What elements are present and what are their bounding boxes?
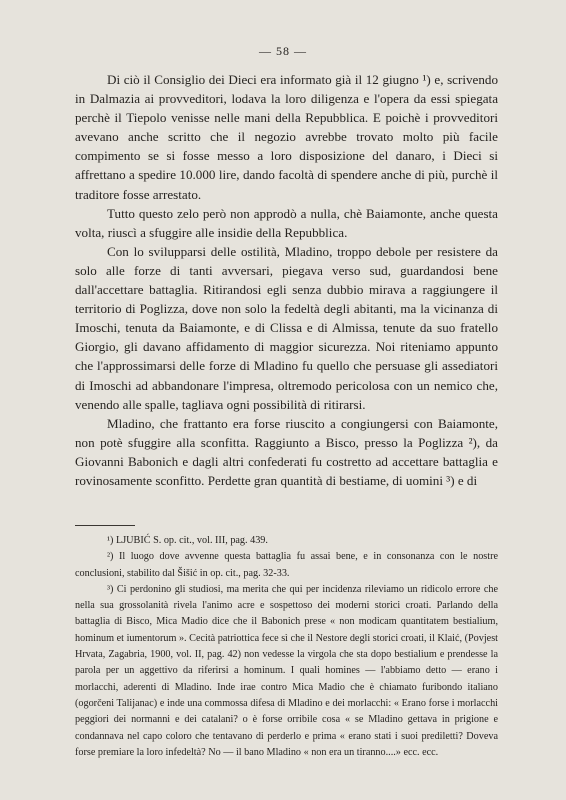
footnote-divider <box>75 525 135 526</box>
footnote: ²) Il luogo dove avvenne questa battaglia fu assai bene, e in consonanza con le nostre conclusioni, stabilito dal Šišić in op. cit., pag. 32-33. <box>75 551 498 579</box>
footnote: ³) Ci perdonino gli studiosi, ma merita che qui per incidenza rileviamo un ridicolo errore che nella sua grossolanità rivela l'animo acre e sospettoso dei moderni storici croati. Parlando della battaglia di Bisco, Mica Madio dice che il Babonich prese « non modicam quantitatem bestialium, hominum et iumentorum ». Cecità patriottica fece sì che il Nestore degli storici croati, il Klaić, (Povjest Hrvata, Zagabria, 1900, vol. II, pag. 42) non vedesse la virgola che sta dopo bestialium e prendesse la parola per un aggettivo da riferirsi a hominum. I quali homines — l'abbiamo detto — erano i morlacchi, aderenti di Mladino. Inde irae contro Mica Madio che è chiamato furibondo italiano (ogorčeni Talijanac) e inde una commossa difesa di Mladino e dei morlacchi: « Erano forse i morlacchi peggiori dei normanni e dei catalani? o è forse orribile cosa « se Mladino gettava in prigione e condannava nel capo coloro che tentavano di perderlo e prima « erano stati i suoi prediletti? Doveva forse premiare la loro infedeltà? No — il bano Mladino « non era un tiranno....» ecc. ecc. <box>75 583 498 758</box>
page-number: — 58 — <box>259 44 307 58</box>
main-text <box>75 70 498 490</box>
footnote: ¹) LJUBIĆ S. op. cit., vol. III, pag. 439. <box>107 535 268 546</box>
footnotes <box>75 533 498 761</box>
paragraph: Di ciò il Consiglio dei Dieci era informato già il 12 giugno ¹) e, scrivendo in Dalmazia ai provveditori, lodava la loro diligenza e l'opera da essi spiegata perchè il Tiepolo venisse nelle mani della Repubblica. E poichè i provveditori avevano anche scritto che il negozio avrebbe trovato molto più facile compimento se si fosse messo a loro disposizione del danaro, i Dieci si affrettano a spedire 10.000 lire, dando facoltà di spendere anche di più, purchè il traditore fosse arrestato. <box>75 72 498 202</box>
paragraph: Con lo svilupparsi delle ostilità, Mladino, troppo debole per resistere da solo alle forze di tanti avversari, piegava verso sud, guardandosi bene dall'accettare battaglia. Ritirandosi egli senza dubbio mirava a raggiungere il territorio di Poglizza, dove non solo la fedeltà degli abitanti, ma la vicinanza di Imoschi, tenuta da Baiamonte, e di Clissa e di Almissa, tenute da suo fratello Giorgio, gli davano affidamento di maggior sicurezza. Noi riteniamo appunto che l'approssimarsi delle forze di Mladino fu quello che persuase gli assediatori di Imoschi ad abbandonare l'impresa, oltremodo pericolosa con un nemico che, venendo alle spalle, tagliava ogni possibilità di ritirarsi. <box>75 243 498 412</box>
paragraph: Mladino, che frattanto era forse riuscito a congiungersi con Baiamonte, non potè sfuggire alla sconfitta. Raggiunto a Bisco, presso la Poglizza ²), da Giovanni Babonich e dagli altri confederati fu costretto ad accettare battaglia e rovinosamente sconfitto. Perdette gran quantità di bestiame, di uomini ³) e di <box>75 415 498 488</box>
paragraph: Tutto questo zelo però non approdò a nulla, chè Baiamonte, anche questa volta, riuscì a sfuggire alle insidie della Repubblica. <box>75 205 498 240</box>
